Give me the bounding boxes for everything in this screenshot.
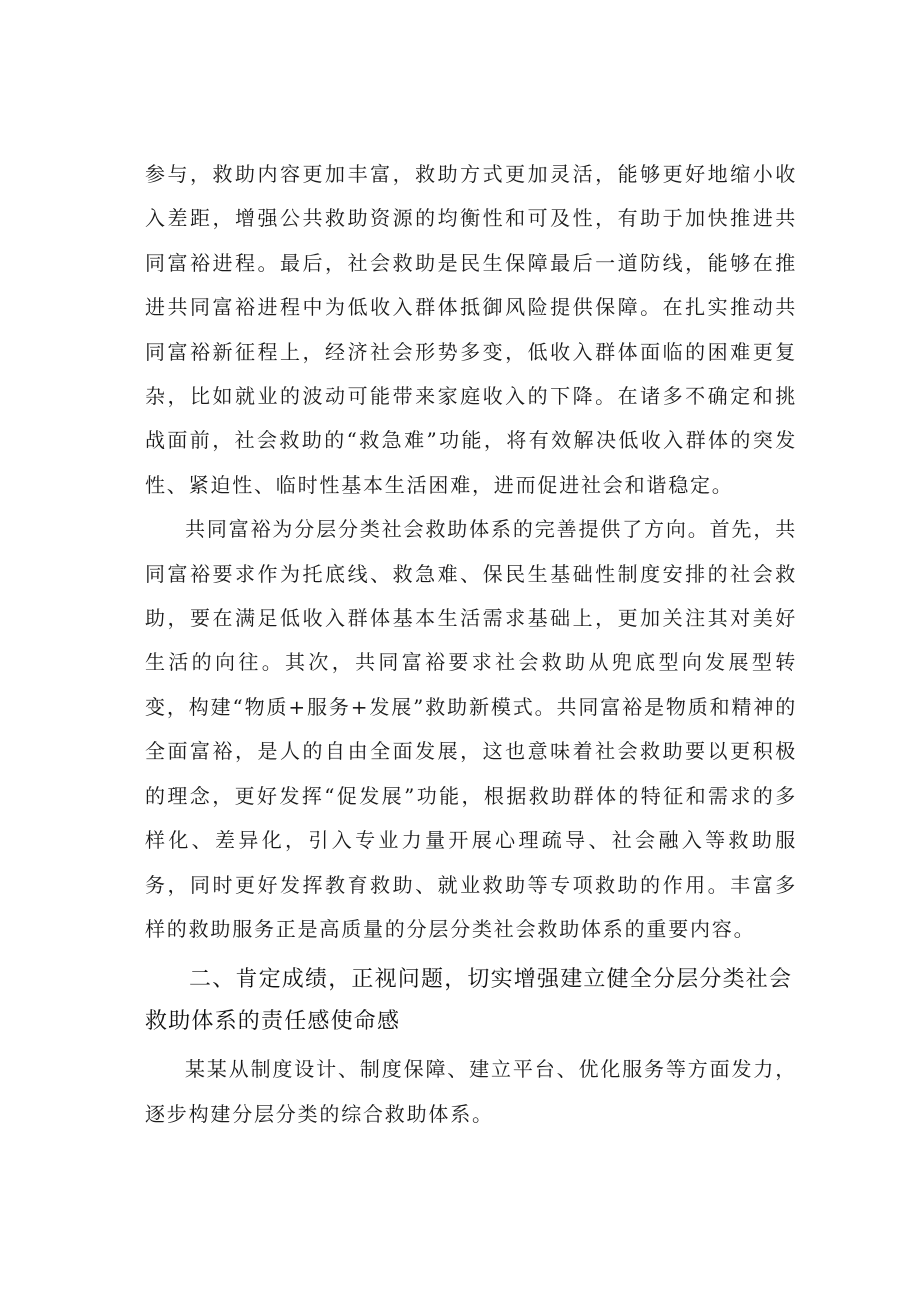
paragraph-section-intro: 某某从制度设计、制度保障、建立平台、优化服务等方面发力，逐步构建分层分类的综合救助体系。 <box>145 1057 797 1126</box>
document-body <box>145 152 797 1136</box>
paragraph-common-prosperity: 共同富裕为分层分类社会救助体系的完善提供了方向。首先，共同富裕要求作为托底线、救急难、保民生基础性制度安排的社会救助，要在满足低收入群体基本生活需求基础上，更加关注其对美好生活的向往。其次，共同富裕要求社会救助从兜底型向发展型转变，构建“物质+服务+发展”救助新模式。共同富裕是物质和精神的全面富裕，是人的自由全面发展，这也意味着社会救助要以更积极的理念，更好发挥“促发展”功能，根据救助群体的特征和需求的多样化、差异化，引入专业力量开展心理疏导、社会融入等救助服务，同时更好发挥教育救助、就业救助等专项救助的作用。丰富多样的救助服务正是高质量的分层分类社会救助体系的重要内容。 <box>145 517 797 941</box>
section-heading: 二、肯定成绩，正视问题，切实增强建立健全分层分类社会救助体系的责任感使命感 <box>145 967 793 1035</box>
paragraph-continued: 参与，救助内容更加丰富，救助方式更加灵活，能够更好地缩小收入差距，增强公共救助资源的均衡性和可及性，有助于加快推进共同富裕进程。最后，社会救助是民生保障最后一道防线，能够在推进共同富裕进程中为低收入群体抵御风险提供保障。在扎实推动共同富裕新征程上，经济社会形势多变，低收入群体面临的困难更复杂，比如就业的波动可能带来家庭收入的下降。在诸多不确定和挑战面前，社会救助的“救急难”功能，将有效解决低收入群体的突发性、紧迫性、临时性基本生活困难，进而促进社会和谐稳定。 <box>145 162 797 497</box>
